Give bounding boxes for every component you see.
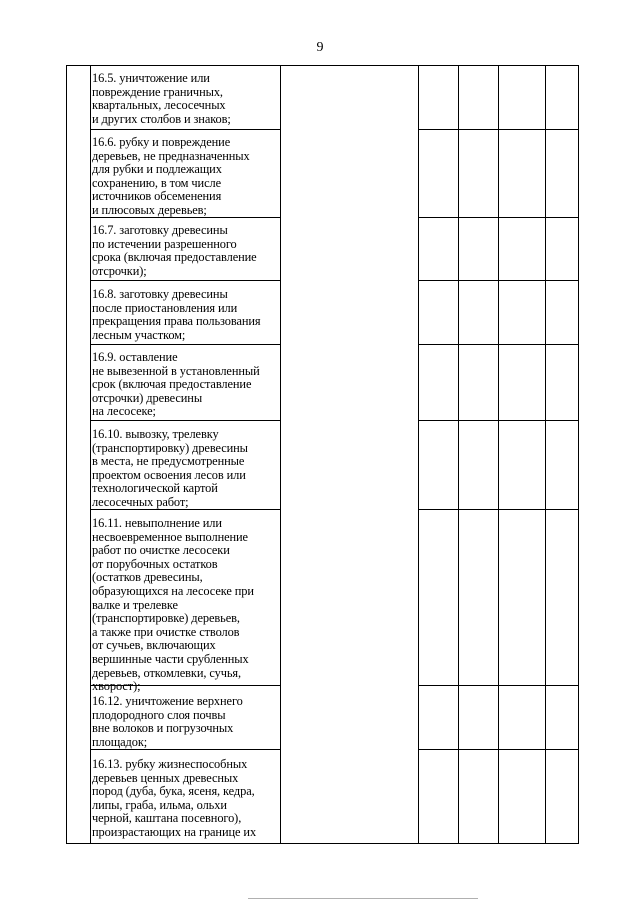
page-bottom-rule	[248, 898, 478, 899]
table-border-left	[66, 65, 67, 844]
form-table	[66, 65, 579, 844]
row-divider	[418, 217, 579, 218]
row-text-16-11: 16.11. невыполнение или несвоевременное выполнение работ по очистке лесосеки от порубочных остатков (остатков древесины, образующихся на лесосеке при валке и трелевке (транспортировке) деревьев, а также при очистке стволов от сучьев, включающих вершинные части срубленных деревьев, откомлевки, сучья, хворост);	[92, 516, 254, 694]
row-divider	[418, 509, 579, 510]
row-text-16-9: 16.9. оставление не вывезенной в установленный срок (включая предоставление отсрочки) древесины на лесосеке;	[92, 350, 260, 419]
row-divider	[90, 280, 280, 281]
row-divider	[418, 749, 579, 750]
row-text-16-7: 16.7. заготовку древесины по истечении разрешенного срока (включая предоставление отсрочки);	[92, 223, 257, 278]
row-text-16-12: 16.12. уничтожение верхнего плодородного слоя почвы вне волоков и погрузочных площадок;	[92, 694, 243, 749]
row-divider	[418, 280, 579, 281]
column-divider	[545, 65, 546, 844]
column-divider	[90, 65, 91, 844]
row-text-16-8: 16.8. заготовку древесины после приостановления или прекращения права пользования лесным участком;	[92, 287, 261, 342]
row-text-16-13: 16.13. рубку жизнеспособных деревьев ценных древесных пород (дуба, бука, ясеня, кедра, липы, граба, ильма, ольхи черной, каштана посевного), произрастающих на границе их	[92, 757, 257, 839]
table-border-top	[66, 65, 579, 66]
page-number: 9	[316, 40, 324, 55]
column-divider	[280, 65, 281, 844]
row-text-16-6: 16.6. рубку и повреждение деревьев, не предназначенных для рубки и подлежащих сохранению, в том числе источников обсеменения и плюсовых деревьев;	[92, 135, 250, 217]
row-divider	[90, 129, 280, 130]
table-border-right	[578, 65, 579, 844]
table-border-bottom	[66, 843, 579, 844]
row-text-16-10: 16.10. вывозку, трелевку (транспортировку) древесины в места, не предусмотренные проектом освоения лесов или технологической картой лесосечных работ;	[92, 427, 248, 509]
column-divider	[418, 65, 419, 844]
row-divider	[418, 685, 579, 686]
row-text-16-5: 16.5. уничтожение или повреждение граничных, квартальных, лесосечных и других столбов и знаков;	[92, 71, 231, 126]
row-divider	[418, 420, 579, 421]
column-divider	[498, 65, 499, 844]
row-divider	[418, 344, 579, 345]
column-divider	[458, 65, 459, 844]
row-divider	[418, 129, 579, 130]
row-divider	[90, 344, 280, 345]
row-divider	[90, 420, 280, 421]
